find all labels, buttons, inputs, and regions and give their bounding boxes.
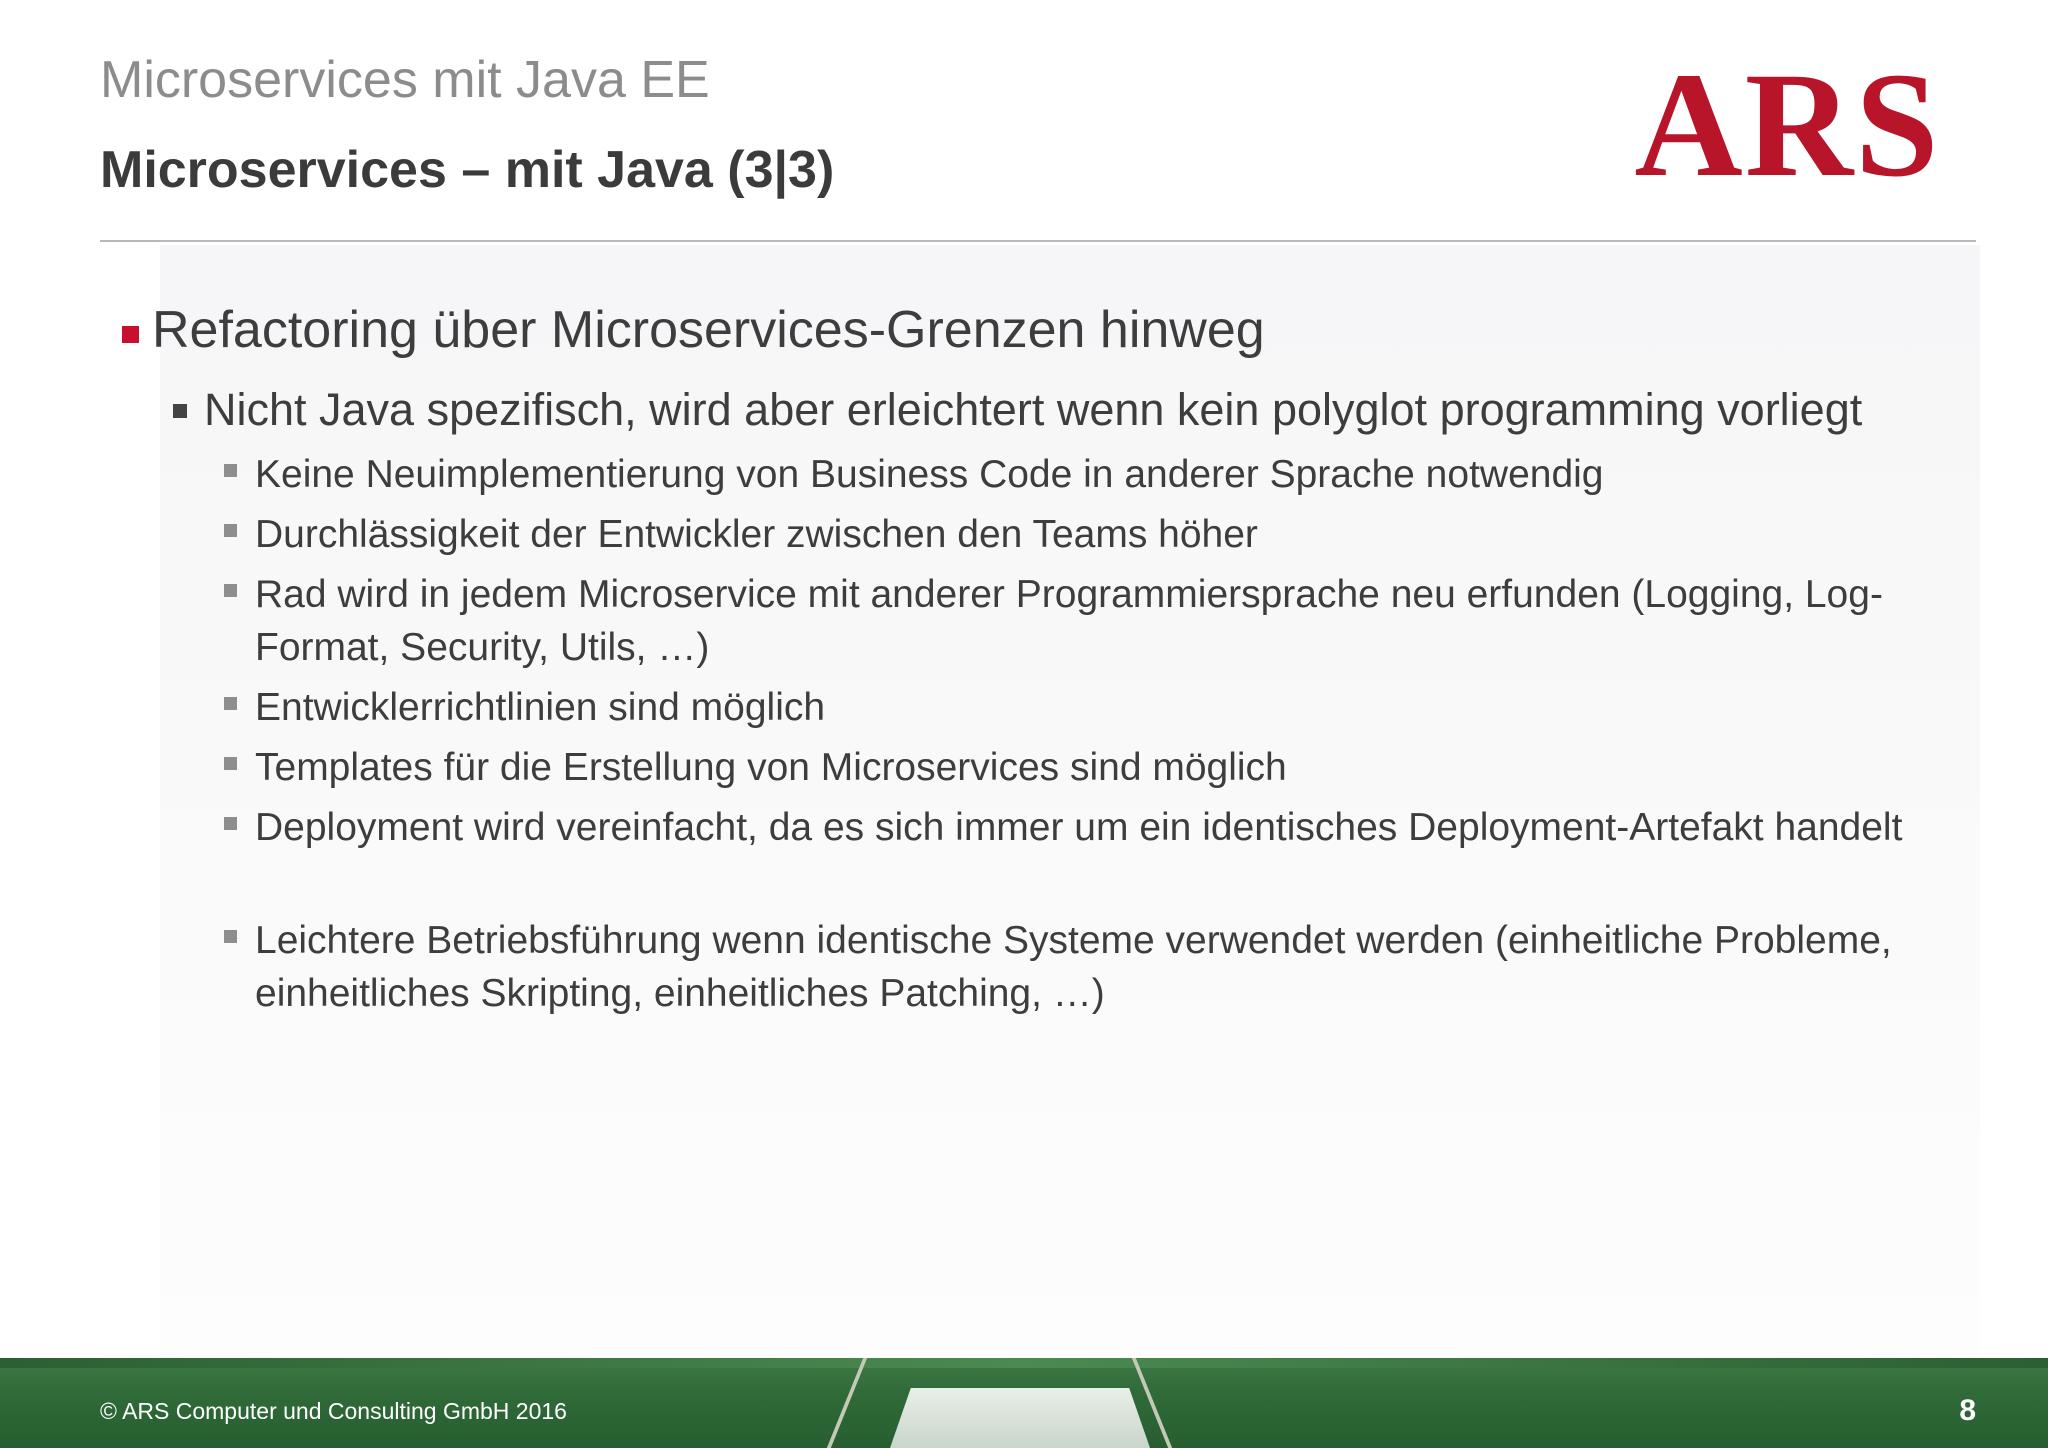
page-number: 8 [1959,1394,1976,1427]
bullet-square-icon [224,757,237,770]
bullet-square-icon [173,404,187,418]
bullet-level3: Leichtere Betriebsführung wenn identische Systeme verwendet werden (einheitliche Probleme, einheitliches Skripting, einheitliches Patching, …) [255,919,1892,1015]
bullet-level3: Durchlässigkeit der Entwickler zwischen den Teams höher [255,513,1258,556]
footer-line [827,1358,867,1448]
bullet-level3: Templates für die Erstellung von Microservices sind möglich [255,746,1287,789]
bullet-square-icon [224,524,237,537]
footer-stripe [0,1358,2048,1368]
bullet-square-icon [224,817,237,830]
footer-bar [0,1358,2048,1448]
logo-text: ARS [1634,42,1941,208]
bullet-level1: Refactoring über Microservices-Grenzen hinweg [152,301,1265,359]
bullet-square-icon [224,584,237,597]
bullet-square-icon [224,697,237,710]
bullet-level3: Rad wird in jedem Microservice mit anderer Programmiersprache neu erfunden (Logging, Log-Format, Security, Utils, …) [255,573,1883,669]
bullet-level2: Nicht Java spezifisch, wird aber erleichtert wenn kein polyglot programming vorliegt [204,384,1863,435]
bullet-square-icon [224,930,237,943]
slide-title: Microservices – mit Java (3|3) [100,141,835,199]
bullet-level3: Deployment wird vereinfacht, da es sich immer um ein identisches Deployment-Artefakt handelt [255,806,1903,849]
bullet-square-icon [224,464,237,477]
bullet-level3: Keine Neuimplementierung von Business Code in anderer Sprache notwendig [255,453,1604,496]
copyright-text: © ARS Computer und Consulting GmbH 2016 [100,1398,567,1424]
bullet-level3: Entwicklerrichtlinien sind möglich [255,686,826,729]
ars-logo [1610,42,1965,208]
deck-title: Microservices mit Java EE [100,51,710,109]
bullet-square-icon [122,326,139,343]
title-divider [100,240,1976,242]
footer-image [890,1388,1150,1448]
